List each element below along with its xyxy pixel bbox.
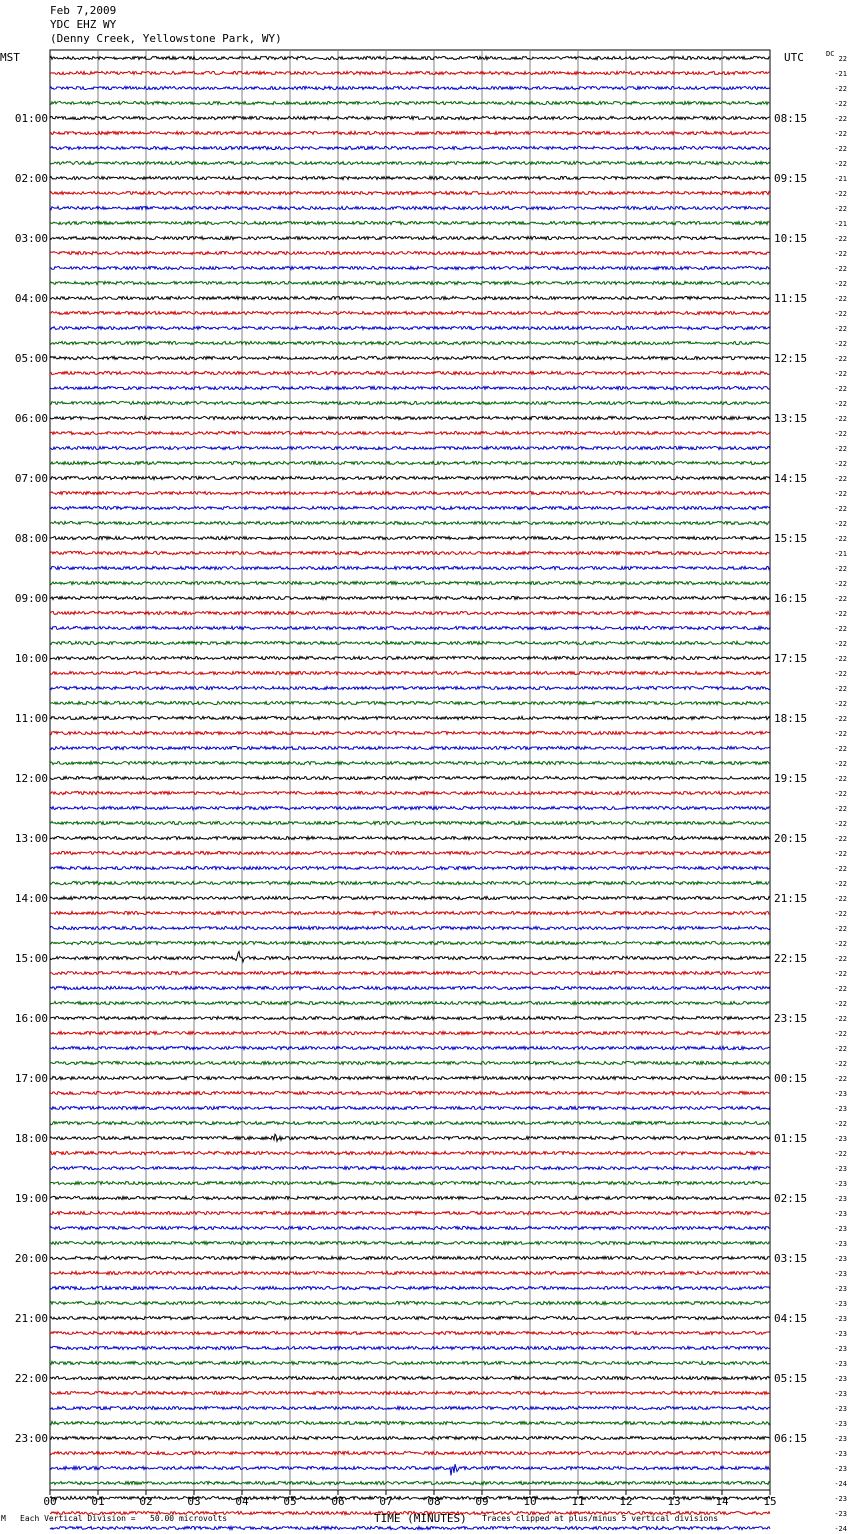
seismic-trace	[50, 281, 770, 284]
dc-offset-label: -22	[834, 1030, 847, 1038]
seismic-trace	[50, 746, 770, 749]
seismic-trace	[50, 1241, 770, 1244]
dc-offset-label: -22	[834, 385, 847, 393]
utc-hour-label: 06:15	[774, 1432, 808, 1445]
dc-offset-header: DC	[826, 50, 835, 58]
station-location: (Denny Creek, Yellowstone Park, WY)	[50, 32, 282, 45]
seismic-trace	[50, 611, 770, 614]
mst-hour-label: 22:00	[14, 1372, 48, 1385]
seismic-trace	[50, 836, 770, 839]
seismic-trace	[50, 1391, 770, 1394]
dc-offset-label: -23	[834, 1135, 847, 1143]
seismic-trace	[50, 401, 770, 404]
seismic-trace	[50, 521, 770, 524]
seismic-trace	[50, 1376, 770, 1379]
seismic-trace	[50, 386, 770, 389]
dc-offset-label: -22	[834, 115, 847, 123]
seismic-trace	[50, 911, 770, 914]
seismic-trace	[50, 86, 770, 89]
dc-offset-label: -22	[834, 955, 847, 963]
mst-hour-label: 09:00	[14, 592, 48, 605]
x-tick-label: 12	[619, 1495, 633, 1508]
seismic-trace	[50, 356, 770, 359]
seismic-trace	[50, 1106, 770, 1109]
mst-hour-label: 18:00	[14, 1132, 48, 1145]
seismic-trace	[50, 71, 770, 74]
dc-offset-label: -22	[834, 985, 847, 993]
dc-offset-label: -22	[834, 325, 847, 333]
seismic-trace	[50, 221, 770, 224]
x-tick-label: 07	[379, 1495, 393, 1508]
seismic-trace	[50, 416, 770, 419]
seismic-trace	[50, 146, 770, 149]
dc-offset-label: -22	[834, 100, 847, 108]
utc-hour-label: 11:15	[774, 292, 808, 305]
seismic-trace	[50, 1031, 770, 1034]
seismic-trace	[50, 821, 770, 824]
mst-hour-label: 13:00	[14, 832, 48, 845]
seismic-trace	[50, 971, 770, 974]
seismic-trace	[50, 206, 770, 209]
dc-offset-label: -22	[834, 1000, 847, 1008]
utc-hour-label: 08:15	[774, 112, 808, 125]
mst-hour-label: 17:00	[14, 1072, 48, 1085]
dc-offset-label: -22	[834, 730, 847, 738]
dc-offset-label: 22	[838, 55, 847, 63]
utc-hour-label: 15:15	[774, 532, 808, 545]
dc-offset-label: -22	[834, 400, 847, 408]
x-tick-label: 05	[283, 1495, 297, 1508]
dc-offset-label: -22	[834, 595, 847, 603]
dc-offset-label: -23	[834, 1240, 847, 1248]
dc-offset-label: -22	[834, 865, 847, 873]
dc-offset-label: -22	[834, 190, 847, 198]
corner-mark: M	[1, 1514, 6, 1523]
dc-offset-label: -22	[834, 715, 847, 723]
x-tick-label: 11	[571, 1495, 585, 1508]
dc-offset-label: -23	[834, 1255, 847, 1263]
dc-offset-label: -23	[834, 1180, 847, 1188]
seismic-trace	[50, 1046, 770, 1049]
utc-hour-label: 21:15	[774, 892, 808, 905]
dc-offset-label: -22	[834, 355, 847, 363]
dc-offset-label: -23	[834, 1360, 847, 1368]
dc-offset-label: -23	[834, 1495, 847, 1503]
dc-offset-label: -23	[834, 1225, 847, 1233]
mst-hour-label: 07:00	[14, 472, 48, 485]
utc-hour-label: 10:15	[774, 232, 808, 245]
left-timezone-label: MST	[0, 51, 20, 64]
seismic-trace	[50, 1211, 770, 1214]
x-tick-label: 00	[43, 1495, 57, 1508]
dc-offset-label: -22	[834, 475, 847, 483]
seismic-trace	[50, 1301, 770, 1304]
seismic-trace	[50, 236, 770, 239]
dc-offset-label: -21	[834, 70, 847, 78]
dc-offset-label: -22	[834, 445, 847, 453]
seismic-trace	[50, 101, 770, 104]
seismic-trace	[50, 896, 770, 899]
dc-offset-label: -22	[834, 805, 847, 813]
seismic-trace	[50, 716, 770, 719]
dc-offset-label: -22	[834, 1120, 847, 1128]
dc-offset-label: -23	[834, 1090, 847, 1098]
dc-offset-label: -22	[834, 850, 847, 858]
mst-hour-label: 23:00	[14, 1432, 48, 1445]
seismic-trace	[50, 1016, 770, 1019]
dc-offset-label: -22	[834, 85, 847, 93]
mst-hour-label: 16:00	[14, 1012, 48, 1025]
seismic-trace	[50, 116, 770, 119]
utc-hour-label: 12:15	[774, 352, 808, 365]
mst-hour-label: 06:00	[14, 412, 48, 425]
mst-hour-label: 03:00	[14, 232, 48, 245]
dc-offset-label: -21	[834, 220, 847, 228]
dc-offset-label: -22	[834, 670, 847, 678]
dc-offset-label: -22	[834, 1060, 847, 1068]
seismic-trace	[50, 1076, 770, 1079]
seismic-trace	[50, 1226, 770, 1229]
dc-offset-label: -22	[834, 895, 847, 903]
dc-offset-label: -22	[834, 280, 847, 288]
seismic-trace	[50, 1256, 770, 1259]
dc-offset-label: -22	[834, 910, 847, 918]
seismic-trace	[50, 56, 770, 59]
seismic-trace	[50, 1121, 770, 1124]
dc-offset-label: -22	[834, 535, 847, 543]
seismic-trace	[50, 296, 770, 299]
dc-offset-label: -23	[834, 1510, 847, 1518]
seismic-trace	[50, 566, 770, 569]
mst-hour-label: 08:00	[14, 532, 48, 545]
seismic-trace	[50, 506, 770, 509]
seismic-trace	[50, 776, 770, 779]
dc-offset-label: -22	[834, 565, 847, 573]
dc-offset-label: -22	[834, 700, 847, 708]
dc-offset-label: -21	[834, 175, 847, 183]
dc-offset-label: -23	[834, 1195, 847, 1203]
station-code: YDC EHZ WY	[50, 18, 117, 31]
x-tick-label: 06	[331, 1495, 345, 1508]
utc-hour-label: 13:15	[774, 412, 808, 425]
seismic-trace	[50, 1061, 770, 1064]
seismic-trace	[50, 551, 770, 554]
dc-offset-label: -22	[834, 820, 847, 828]
seismic-trace	[50, 1436, 770, 1439]
mst-hour-label: 11:00	[14, 712, 48, 725]
mst-hour-label: 10:00	[14, 652, 48, 665]
seismic-trace	[50, 656, 770, 659]
dc-offset-label: -22	[834, 1015, 847, 1023]
dc-offset-label: -23	[834, 1450, 847, 1458]
dc-offset-label: -23	[834, 1210, 847, 1218]
dc-offset-label: -22	[834, 655, 847, 663]
dc-offset-label: -22	[834, 610, 847, 618]
right-timezone-label: UTC	[784, 51, 804, 64]
mst-hour-label: 15:00	[14, 952, 48, 965]
dc-offset-label: -22	[834, 205, 847, 213]
seismic-trace	[50, 1421, 770, 1424]
dc-offset-label: -22	[834, 370, 847, 378]
dc-offset-label: -22	[834, 160, 847, 168]
seismic-trace	[50, 1451, 770, 1454]
seismic-trace	[50, 341, 770, 344]
seismic-trace	[50, 1001, 770, 1004]
seismic-trace	[50, 986, 770, 989]
mst-hour-label: 02:00	[14, 172, 48, 185]
utc-hour-label: 04:15	[774, 1312, 808, 1325]
dc-offset-label: -22	[834, 640, 847, 648]
seismic-trace	[50, 881, 770, 884]
dc-offset-label: -22	[834, 1150, 847, 1158]
x-tick-label: 04	[235, 1495, 249, 1508]
seismic-trace	[50, 1496, 770, 1499]
seismic-trace	[50, 1286, 770, 1289]
dc-offset-label: -22	[834, 130, 847, 138]
seismic-trace	[50, 1331, 770, 1334]
dc-offset-label: -22	[834, 250, 847, 258]
seismic-trace	[50, 686, 770, 689]
mst-hour-label: 04:00	[14, 292, 48, 305]
dc-offset-label: -23	[834, 1420, 847, 1428]
seismic-trace	[50, 266, 770, 269]
dc-offset-label: -22	[834, 430, 847, 438]
x-tick-label: 01	[91, 1495, 105, 1508]
utc-hour-label: 02:15	[774, 1192, 808, 1205]
mst-hour-label: 12:00	[14, 772, 48, 785]
chart-date: Feb 7,2009	[50, 4, 117, 17]
utc-hour-label: 16:15	[774, 592, 808, 605]
seismic-trace	[50, 311, 770, 314]
seismic-trace	[50, 131, 770, 134]
seismic-trace	[50, 1196, 770, 1199]
seismic-trace	[50, 1316, 770, 1319]
dc-offset-label: -22	[834, 745, 847, 753]
dc-offset-label: -23	[834, 1165, 847, 1173]
dc-offset-label: -22	[834, 520, 847, 528]
seismic-trace	[50, 581, 770, 584]
dc-offset-label: -22	[834, 265, 847, 273]
mst-hour-label: 05:00	[14, 352, 48, 365]
dc-offset-label: -23	[834, 1300, 847, 1308]
seismic-trace	[50, 626, 770, 629]
seismic-trace	[50, 641, 770, 644]
utc-hour-label: 19:15	[774, 772, 808, 785]
x-tick-label: 03	[187, 1495, 201, 1508]
dc-offset-label: -22	[834, 625, 847, 633]
dc-offset-label: -22	[834, 295, 847, 303]
dc-offset-label: -22	[834, 340, 847, 348]
mst-hour-label: 19:00	[14, 1192, 48, 1205]
clip-note: Traces clipped at plus/minus 5 vertical divisions	[482, 1514, 719, 1523]
seismic-trace	[50, 491, 770, 494]
seismic-trace	[50, 176, 770, 179]
mst-hour-label: 20:00	[14, 1252, 48, 1265]
utc-hour-label: 05:15	[774, 1372, 808, 1385]
dc-offset-label: -22	[834, 235, 847, 243]
mst-hour-label: 21:00	[14, 1312, 48, 1325]
seismic-trace	[50, 371, 770, 374]
dc-offset-label: -23	[834, 1105, 847, 1113]
seismic-trace	[50, 671, 770, 674]
seismic-trace	[50, 446, 770, 449]
dc-offset-label: -22	[834, 1075, 847, 1083]
seismic-trace	[50, 1526, 770, 1529]
x-tick-label: 14	[715, 1495, 729, 1508]
dc-offset-label: -23	[834, 1390, 847, 1398]
dc-offset-label: -22	[834, 490, 847, 498]
seismic-trace	[50, 1481, 770, 1484]
dc-offset-label: -22	[834, 970, 847, 978]
utc-hour-label: 20:15	[774, 832, 808, 845]
dc-offset-label: -22	[834, 760, 847, 768]
dc-offset-label: -23	[834, 1315, 847, 1323]
seismic-trace	[50, 1166, 770, 1169]
seismic-trace	[50, 431, 770, 434]
seismic-trace	[50, 791, 770, 794]
mst-hour-label: 01:00	[14, 112, 48, 125]
seismic-trace	[50, 1134, 770, 1141]
seismic-trace	[50, 326, 770, 329]
x-axis-title: TIME (MINUTES)	[374, 1512, 467, 1525]
x-tick-label: 13	[667, 1495, 681, 1508]
seismic-trace	[50, 251, 770, 254]
dc-offset-label: -23	[834, 1405, 847, 1413]
seismic-trace	[50, 461, 770, 464]
x-tick-label: 09	[475, 1495, 489, 1508]
dc-offset-label: -22	[834, 835, 847, 843]
utc-hour-label: 00:15	[774, 1072, 808, 1085]
dc-offset-label: -22	[834, 505, 847, 513]
seismic-trace	[50, 476, 770, 479]
seismic-trace	[50, 952, 770, 962]
dc-offset-label: -23	[834, 1465, 847, 1473]
seismic-trace	[50, 1464, 770, 1475]
utc-hour-label: 14:15	[774, 472, 808, 485]
dc-offset-label: -22	[834, 685, 847, 693]
dc-offset-label: -22	[834, 415, 847, 423]
seismic-trace	[50, 1091, 770, 1094]
utc-hour-label: 17:15	[774, 652, 808, 665]
dc-offset-label: -22	[834, 145, 847, 153]
x-tick-label: 02	[139, 1495, 153, 1508]
dc-offset-label: -24	[834, 1480, 847, 1488]
dc-offset-label: -23	[834, 1270, 847, 1278]
dc-offset-label: -22	[834, 880, 847, 888]
seismic-trace	[50, 866, 770, 869]
seismic-trace	[50, 701, 770, 704]
seismic-trace	[50, 926, 770, 929]
dc-offset-label: -24	[834, 1525, 847, 1533]
dc-offset-label: -23	[834, 1375, 847, 1383]
utc-hour-label: 01:15	[774, 1132, 808, 1145]
utc-hour-label: 03:15	[774, 1252, 808, 1265]
utc-hour-label: 18:15	[774, 712, 808, 725]
dc-offset-label: -22	[834, 580, 847, 588]
dc-offset-label: -21	[834, 550, 847, 558]
dc-offset-label: -22	[834, 940, 847, 948]
dc-offset-label: -22	[834, 790, 847, 798]
dc-offset-label: -22	[834, 775, 847, 783]
seismic-trace	[50, 1181, 770, 1184]
seismic-trace	[50, 161, 770, 164]
seismic-trace	[50, 1361, 770, 1364]
dc-offset-label: -23	[834, 1345, 847, 1353]
seismic-trace	[50, 851, 770, 854]
x-tick-label: 15	[763, 1495, 777, 1508]
seismic-trace	[50, 731, 770, 734]
dc-offset-label: -22	[834, 310, 847, 318]
x-tick-label: 10	[523, 1495, 537, 1508]
mst-hour-label: 14:00	[14, 892, 48, 905]
utc-hour-label: 22:15	[774, 952, 808, 965]
seismic-trace	[50, 596, 770, 599]
utc-hour-label: 09:15	[774, 172, 808, 185]
seismic-trace	[50, 941, 770, 944]
x-tick-label: 08	[427, 1495, 441, 1508]
seismic-trace	[50, 536, 770, 539]
seismic-trace	[50, 1151, 770, 1154]
dc-offset-label: -22	[834, 1045, 847, 1053]
dc-offset-label: -23	[834, 1285, 847, 1293]
seismic-trace	[50, 806, 770, 809]
seismic-trace	[50, 761, 770, 764]
utc-hour-label: 23:15	[774, 1012, 808, 1025]
dc-offset-label: -22	[834, 460, 847, 468]
seismic-trace	[50, 1346, 770, 1349]
dc-offset-label: -23	[834, 1435, 847, 1443]
dc-offset-label: -23	[834, 1330, 847, 1338]
seismic-trace	[50, 1271, 770, 1274]
seismic-trace	[50, 1406, 770, 1409]
dc-offset-label: -22	[834, 925, 847, 933]
seismic-trace	[50, 191, 770, 194]
scale-note: Each Vertical Division = 50.00 microvolts	[20, 1514, 228, 1523]
